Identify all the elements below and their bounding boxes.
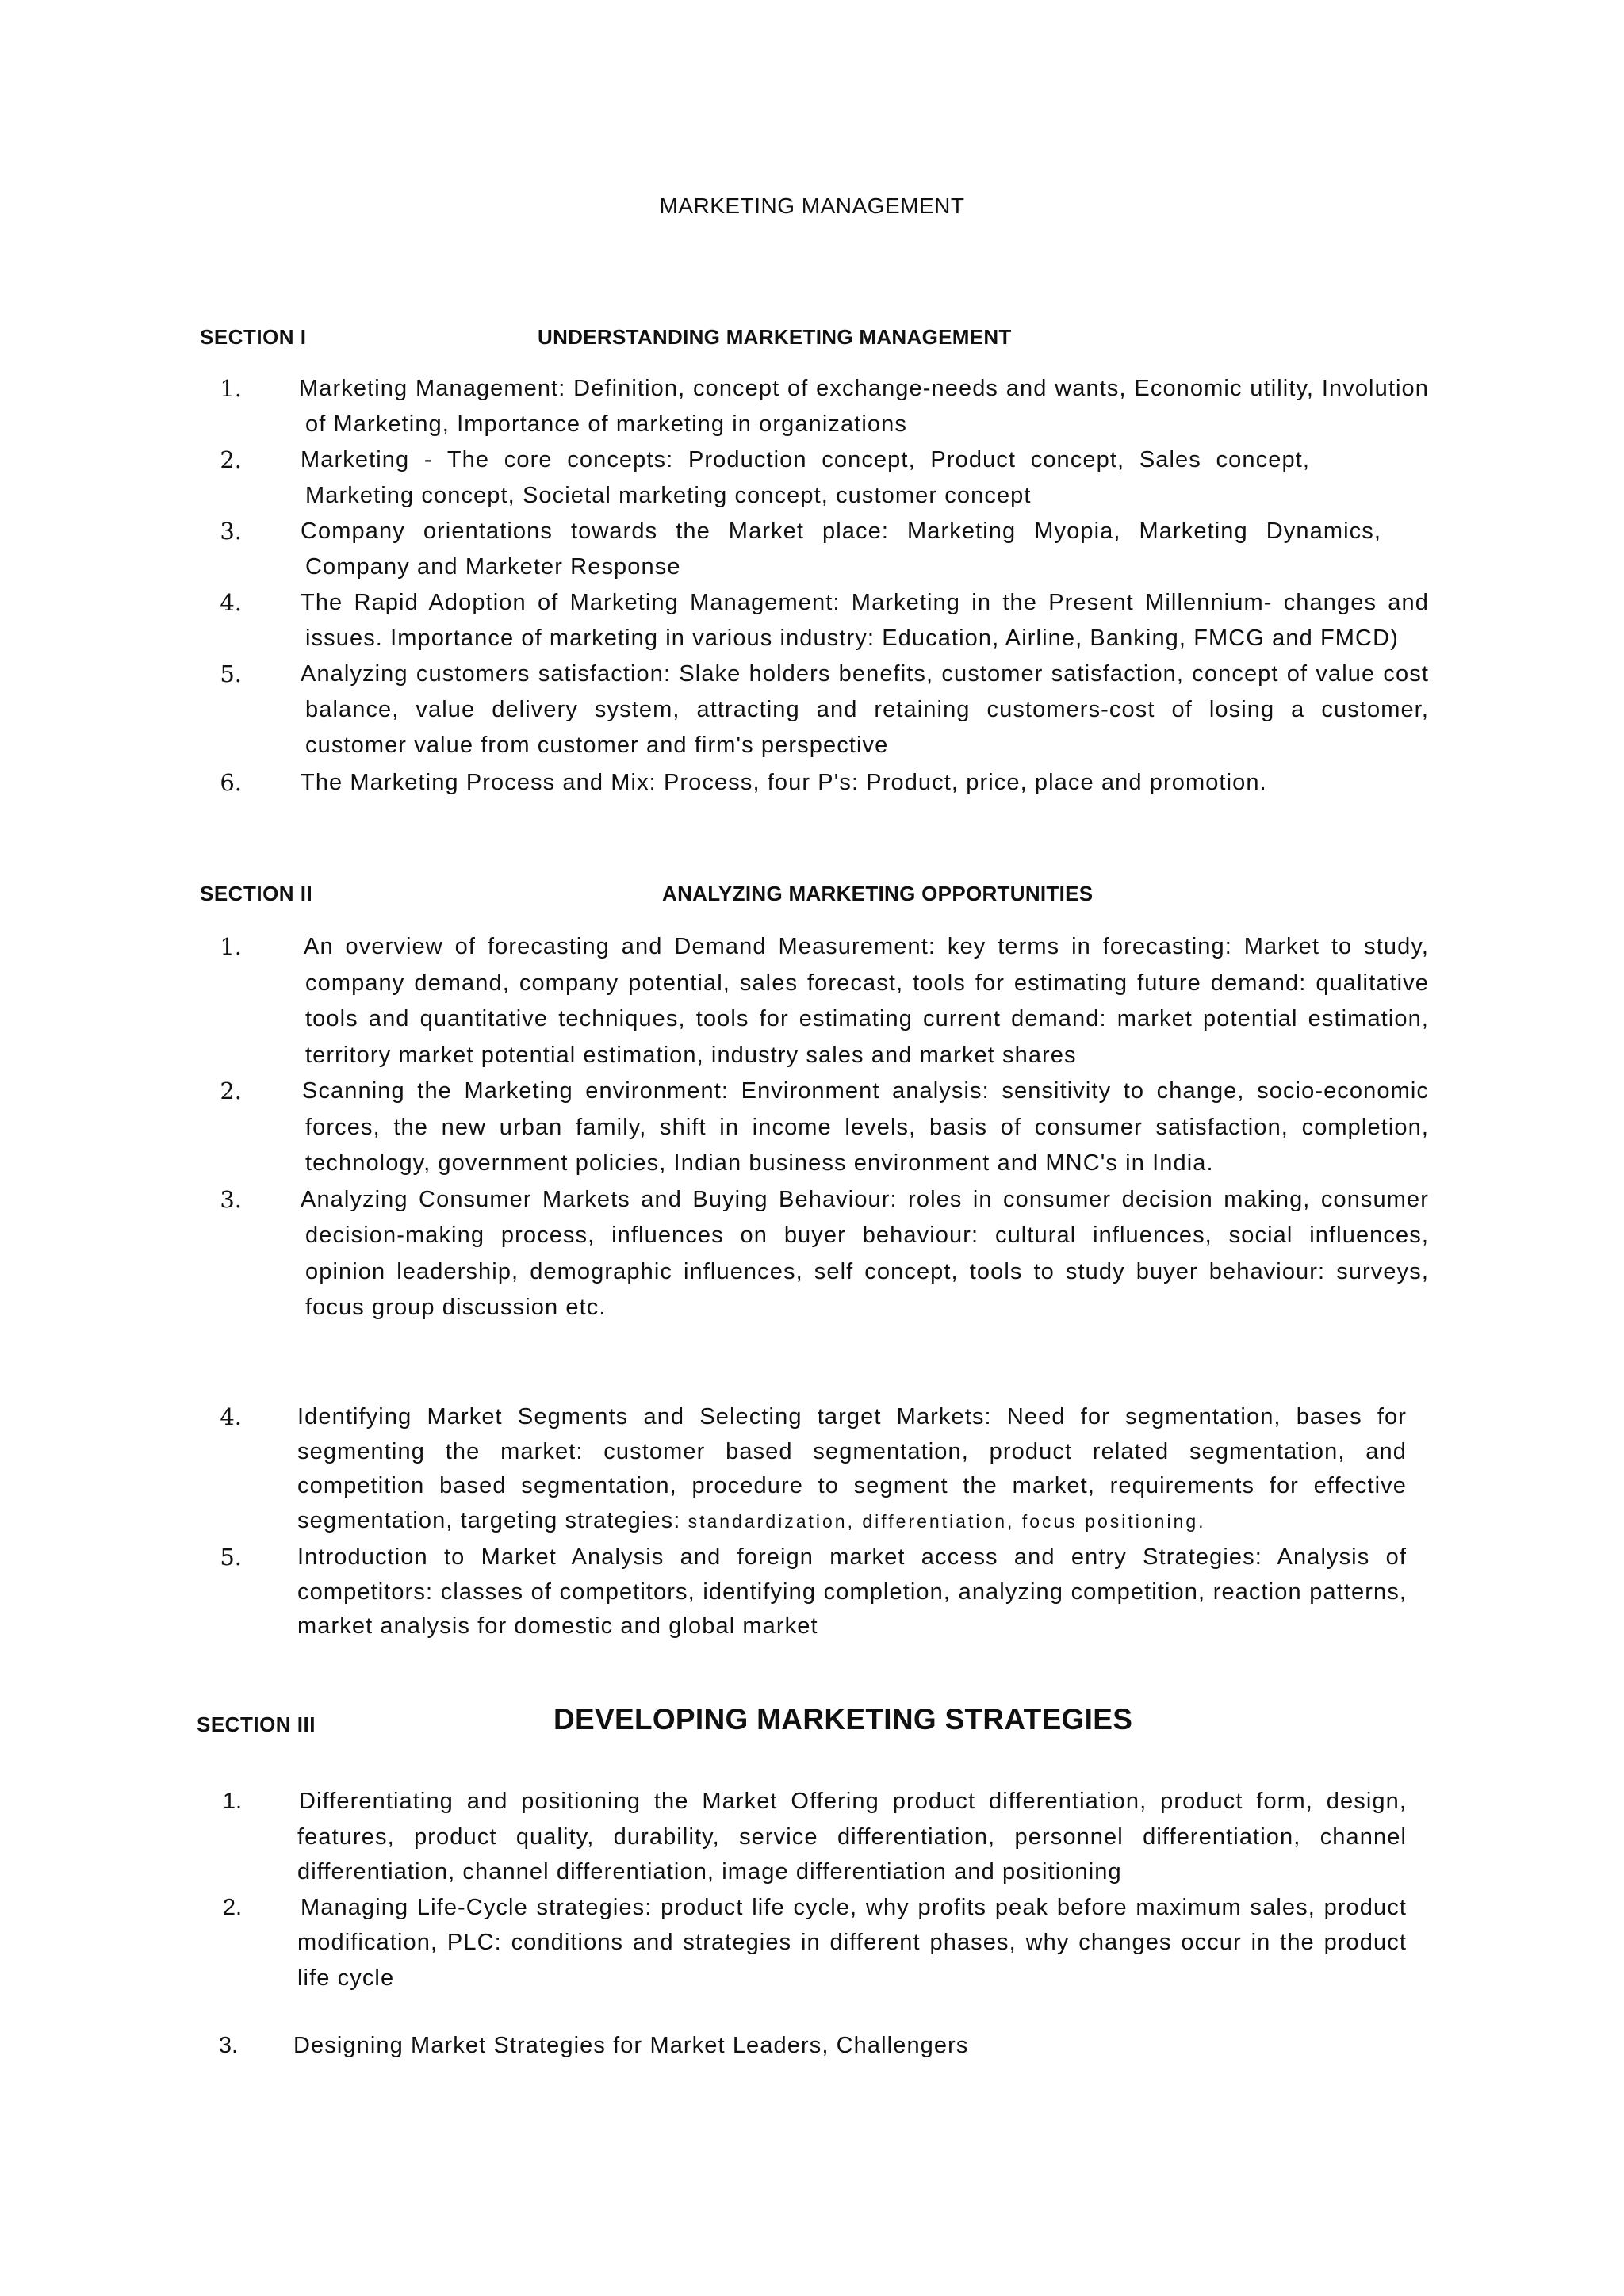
item-number: 1. <box>222 1789 242 1814</box>
item-text: An overview of forecasting and Demand Measurement: key terms in forecasting: Market to study, company demand, company potential, sales forecast, tools for estimating future demand: qualitative tools and quantitative techniques, tools for estimating current demand: market potential estimation, territory market potential estimation, industry sales and market shares <box>304 934 1429 1068</box>
list-item <box>220 371 1429 442</box>
list-item <box>220 1540 1407 1644</box>
item-text: The Marketing Process and Mix: Process, four P's: Product, price, place and promotion. <box>301 770 1267 795</box>
list-item <box>220 514 1429 585</box>
item-text: Marketing - The core concepts: Production concept, Product concept, Sales concept, Marketing concept, Societal marketing concept, customer concept <box>301 447 1310 508</box>
item-text: Scanning the Marketing environment: Environment analysis: sensitivity to change, socio-economic forces, the new urban family, shift in income levels, basis of consumer satisfaction, completion, technology, government policies, Indian business environment and MNC's in India. <box>302 1078 1429 1176</box>
section-title: UNDERSTANDING MARKETING MANAGEMENT <box>538 325 1012 349</box>
item-number: 2. <box>222 1894 242 1920</box>
item-text-main: Identifying Market Segments and Selecting target Markets: Need for segmentation, bases for segmenting the market: customer based segmentation, product related segmentation, and competition based segmentation, procedure to segment the market, requirements for effective segmentation, targeting strategies: <box>297 1404 1407 1533</box>
item-text-tail: standardization, differentiation, focus positioning. <box>688 1510 1206 1532</box>
item-text: Introduction to Market Analysis and foreign market access and entry Strategies: Analysis of competitors: classes of competitors, identifying completion, analyzing competition, reaction patterns, market analysis for domestic and global market <box>297 1544 1407 1639</box>
item-number: 3. <box>220 1185 242 1213</box>
item-number: 6. <box>220 769 242 796</box>
section-label: SECTION III <box>197 1712 316 1736</box>
item-number: 1. <box>220 933 242 960</box>
list-item <box>220 1400 1407 1539</box>
section-1-header <box>0 325 1624 365</box>
item-number: 3. <box>220 518 242 545</box>
section-2-list-cont <box>220 1400 1407 1644</box>
item-text: Managing Life-Cycle strategies: product life cycle, why profits peak before maximum sales, product modification, PLC: conditions and strategies in different phases, why changes occur in the product life cycle <box>297 1894 1407 1991</box>
item-number: 5. <box>220 660 242 687</box>
item-text: The Rapid Adoption of Marketing Management: Marketing in the Present Millennium- changes and issues. Importance of marketing in various industry: Education, Airline, Banking, FMCG and FMCD) <box>301 590 1429 651</box>
list-item <box>220 765 1429 801</box>
item-text: Differentiating and positioning the Market Offering product differentiation, product form, design, features, product quality, durability, service differentiation, personnel differentiation, channel differentiation, channel differentiation, image differentiation and positioning <box>297 1789 1407 1885</box>
section-label: SECTION II <box>200 882 313 905</box>
section-2-header <box>0 882 1624 921</box>
list-item <box>222 1784 1407 1890</box>
section-3-list <box>222 1784 1407 1996</box>
item-number: 2. <box>220 446 242 473</box>
item-text <box>297 1400 1407 1539</box>
section-title: DEVELOPING MARKETING STRATEGIES <box>553 1703 1133 1735</box>
list-item <box>220 1182 1429 1326</box>
list-item <box>220 585 1429 656</box>
item-number: 3. <box>218 2033 238 2058</box>
section-3-header <box>0 1703 1624 1743</box>
list-item <box>220 442 1429 514</box>
page-title: MARKETING MANAGEMENT <box>659 193 965 218</box>
item-number: 5. <box>220 1544 242 1571</box>
item-text: Designing Market Strategies for Market Leaders, Challengers <box>293 2033 969 2058</box>
section-1-list <box>220 371 1429 801</box>
section-2-list <box>220 929 1429 1326</box>
list-item <box>220 656 1429 763</box>
item-number: 2. <box>220 1077 242 1104</box>
item-number: 4. <box>220 589 242 616</box>
item-text: Company orientations towards the Market place: Marketing Myopia, Marketing Dynamics, Company and Marketer Response <box>301 519 1381 580</box>
section-3-list-cont <box>218 2028 1397 2063</box>
item-text: Analyzing customers satisfaction: Slake holders benefits, customer satisfaction, concept of value cost balance, value delivery system, attracting and retaining customers-cost of losing a customer, customer value from customer and firm's perspective <box>301 661 1429 758</box>
list-item <box>220 929 1429 1073</box>
item-text: Marketing Management: Definition, concept of exchange-needs and wants, Economic utility, Involution of Marketing, Importance of marketing in organizations <box>299 376 1429 437</box>
item-text: Analyzing Consumer Markets and Buying Behaviour: roles in consumer decision making, consumer decision-making process, influences on buyer behaviour: cultural influences, social influences, opinion leadership, demographic influences, self concept, tools to study buyer behaviour: surveys, focus group discussion etc. <box>301 1186 1429 1320</box>
list-item <box>218 2028 1397 2063</box>
list-item <box>222 1890 1407 1996</box>
section-label: SECTION I <box>200 325 307 349</box>
item-number: 4. <box>220 1403 242 1430</box>
item-number: 1. <box>220 375 242 402</box>
list-item <box>220 1073 1429 1182</box>
section-title: ANALYZING MARKETING OPPORTUNITIES <box>662 882 1094 905</box>
